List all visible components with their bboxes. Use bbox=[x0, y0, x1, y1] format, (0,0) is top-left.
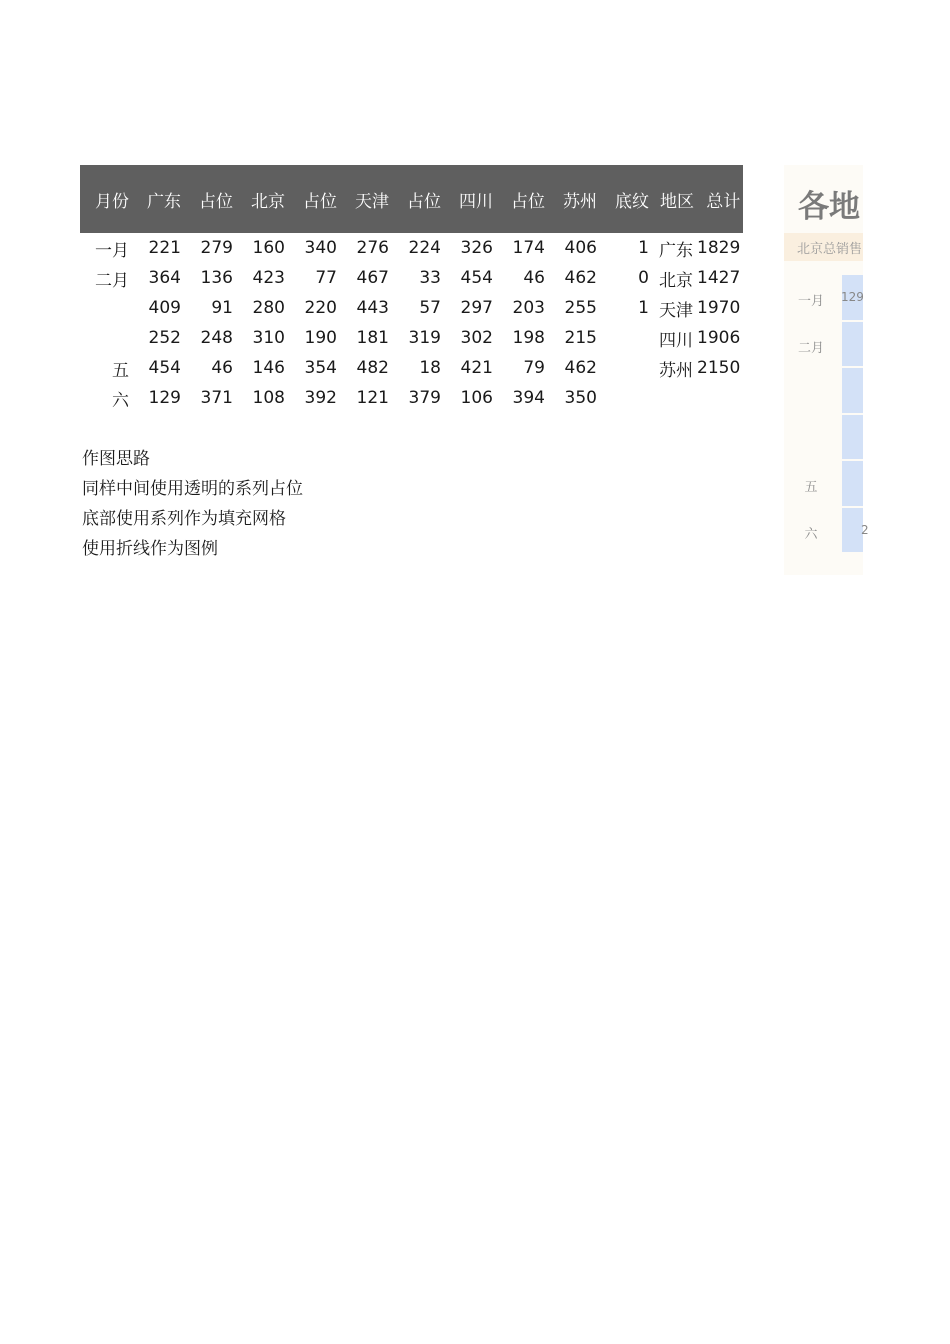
column-header: 月份 bbox=[80, 165, 132, 233]
table-cell: 18 bbox=[419, 358, 441, 378]
table-cell: 423 bbox=[252, 268, 285, 288]
table-cell: 北京 bbox=[659, 270, 693, 291]
table-cell: 广东 bbox=[659, 240, 693, 261]
table-cell bbox=[600, 383, 652, 413]
column-header: 占位 bbox=[288, 165, 340, 233]
column-header: 底纹 bbox=[600, 165, 652, 233]
table-cell: 181 bbox=[356, 328, 389, 348]
table-row bbox=[80, 293, 743, 323]
table-cell: 46 bbox=[523, 268, 545, 288]
column-header: 北京 bbox=[236, 165, 288, 233]
table-cell: 1 bbox=[638, 298, 649, 318]
table-cell bbox=[80, 293, 132, 323]
table-cell: 79 bbox=[523, 358, 545, 378]
column-header: 广东 bbox=[132, 165, 184, 233]
table-cell: 276 bbox=[356, 238, 389, 258]
note-line: 使用折线作为图例 bbox=[82, 539, 218, 559]
table-cell: 443 bbox=[356, 298, 389, 318]
table-cell: 106 bbox=[460, 388, 493, 408]
chart-bar bbox=[842, 461, 863, 506]
table-cell: 1970 bbox=[697, 298, 741, 318]
note-line: 作图思路 bbox=[82, 449, 150, 469]
column-header: 总计 bbox=[697, 165, 743, 233]
table-cell: 379 bbox=[408, 388, 441, 408]
table-cell: 苏州 bbox=[659, 360, 693, 381]
table-cell: 454 bbox=[460, 268, 493, 288]
table-cell: 354 bbox=[304, 358, 337, 378]
table-cell: 1427 bbox=[697, 268, 741, 288]
table-cell: 146 bbox=[252, 358, 285, 378]
table-cell: 409 bbox=[148, 298, 181, 318]
category-label: 一月 bbox=[797, 294, 824, 309]
notes bbox=[82, 447, 303, 567]
table-cell: 482 bbox=[356, 358, 389, 378]
column-header: 苏州 bbox=[548, 165, 600, 233]
table-cell: 350 bbox=[564, 388, 597, 408]
table-row bbox=[80, 383, 743, 413]
table-cell: 221 bbox=[148, 238, 181, 258]
table-cell: 2150 bbox=[697, 358, 741, 378]
table-cell: 394 bbox=[512, 388, 545, 408]
table-cell bbox=[697, 383, 743, 413]
table-cell: 174 bbox=[512, 238, 545, 258]
category-label: 五 bbox=[804, 480, 818, 495]
header-row bbox=[80, 165, 743, 233]
table-row bbox=[80, 353, 743, 383]
chart-panel[interactable] bbox=[784, 165, 869, 575]
table-cell: 220 bbox=[304, 298, 337, 318]
table-cell: 454 bbox=[148, 358, 181, 378]
table-cell: 91 bbox=[211, 298, 233, 318]
table-cell: 129 bbox=[148, 388, 181, 408]
table-cell: 六 bbox=[112, 390, 129, 411]
table-cell: 340 bbox=[304, 238, 337, 258]
table-cell: 二月 bbox=[95, 270, 129, 291]
table-cell: 364 bbox=[148, 268, 181, 288]
chart-subtitle: 北京总销售 bbox=[797, 242, 863, 257]
table-cell bbox=[80, 323, 132, 353]
table-row bbox=[80, 233, 743, 263]
column-header: 地区 bbox=[652, 165, 697, 233]
table-cell: 255 bbox=[564, 298, 597, 318]
table-cell: 252 bbox=[148, 328, 181, 348]
chart-title: 各地 bbox=[798, 189, 860, 225]
table-row bbox=[80, 323, 743, 353]
table-cell: 46 bbox=[211, 358, 233, 378]
table-cell bbox=[600, 323, 652, 353]
table-cell: 五 bbox=[112, 360, 129, 381]
note-line: 底部使用系列作为填充网格 bbox=[82, 509, 286, 529]
table-cell: 203 bbox=[512, 298, 545, 318]
table-cell: 421 bbox=[460, 358, 493, 378]
table-cell: 33 bbox=[419, 268, 441, 288]
bar-value-label: 2 bbox=[861, 522, 869, 537]
table-cell: 1829 bbox=[697, 238, 741, 258]
table-cell: 297 bbox=[460, 298, 493, 318]
chart-bar bbox=[842, 415, 863, 460]
column-header: 占位 bbox=[392, 165, 444, 233]
note-line: 同样中间使用透明的系列占位 bbox=[82, 479, 303, 499]
chart-bar bbox=[842, 508, 863, 553]
table-cell: 462 bbox=[564, 358, 597, 378]
table-cell: 57 bbox=[419, 298, 441, 318]
category-label: 二月 bbox=[797, 340, 824, 356]
table-cell: 77 bbox=[315, 268, 337, 288]
chart-bar bbox=[842, 368, 863, 413]
table-cell: 198 bbox=[512, 328, 545, 348]
table-cell: 310 bbox=[252, 328, 285, 348]
bar-value-label: 129 bbox=[841, 290, 864, 304]
column-header: 天津 bbox=[340, 165, 392, 233]
table-cell: 136 bbox=[200, 268, 233, 288]
table-cell: 462 bbox=[564, 268, 597, 288]
table-cell: 190 bbox=[304, 328, 337, 348]
chart-bar bbox=[842, 322, 863, 367]
table-row bbox=[80, 263, 743, 293]
table-cell: 四川 bbox=[659, 330, 693, 351]
column-header: 占位 bbox=[184, 165, 236, 233]
table-cell: 224 bbox=[408, 238, 441, 258]
table-cell bbox=[652, 383, 697, 413]
table-cell: 1 bbox=[638, 238, 649, 258]
table-cell: 215 bbox=[564, 328, 597, 348]
category-label: 六 bbox=[804, 526, 818, 542]
table-cell: 1906 bbox=[697, 328, 741, 348]
table-cell: 一月 bbox=[95, 240, 129, 261]
table-cell: 279 bbox=[200, 238, 233, 258]
table-cell: 406 bbox=[564, 238, 597, 258]
table-cell: 天津 bbox=[659, 300, 693, 321]
table-cell: 319 bbox=[408, 328, 441, 348]
table-cell: 302 bbox=[460, 328, 493, 348]
table-cell: 392 bbox=[304, 388, 337, 408]
table-cell: 0 bbox=[638, 268, 649, 288]
table-cell: 371 bbox=[200, 388, 233, 408]
table-cell: 248 bbox=[200, 328, 233, 348]
table-cell: 326 bbox=[460, 238, 493, 258]
table-cell: 280 bbox=[252, 298, 285, 318]
table-cell bbox=[600, 353, 652, 383]
data-table bbox=[80, 165, 743, 413]
column-header: 四川 bbox=[444, 165, 496, 233]
column-header: 占位 bbox=[496, 165, 548, 233]
table-cell: 467 bbox=[356, 268, 389, 288]
table-cell: 160 bbox=[252, 238, 285, 258]
table-cell: 121 bbox=[356, 388, 389, 408]
table-cell: 108 bbox=[252, 388, 285, 408]
